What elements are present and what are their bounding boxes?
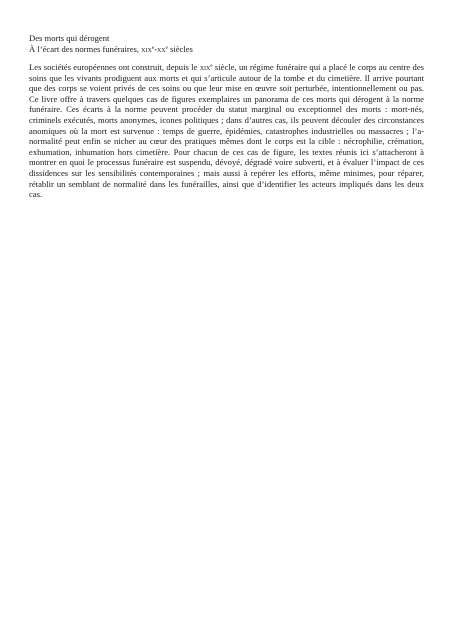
subtitle-prefix: À l’écart des normes funéraires, xyxy=(29,44,142,54)
paragraph-part-1: Les sociétés européennes ont construit, depuis le xyxy=(29,62,200,72)
century-end-sup: e xyxy=(165,46,168,51)
century-start-sup: e xyxy=(151,46,155,51)
century-end: xx xyxy=(156,44,166,54)
century-separator: - xyxy=(154,44,157,54)
summary-paragraph xyxy=(29,62,424,200)
paragraph-century: xix xyxy=(199,62,211,72)
document-header xyxy=(29,33,424,55)
subtitle-suffix: siècles xyxy=(167,44,193,54)
century-start: xix xyxy=(141,44,152,54)
document-subtitle xyxy=(29,44,424,55)
document-title: Des morts qui dérogent xyxy=(29,33,110,43)
paragraph-century-sup: e xyxy=(210,64,213,69)
paragraph-part-2: siècle, un régime funéraire qui a placé le corps au centre des soins que les vivants prodiguent aux morts et qui s’articule autour de la tombe et du cimetière. Il arrive pourtant que des corps se voient privés de ces soins ou que leur mise en œuvre soit perturbée, intentionnellement ou pas. Ce livre offre à travers quelques cas de figures exemplaires un panorama de ces morts qui dérogent à la norme funéraire. Ces écarts à la norme peuvent procéder du statut marginal ou exceptionnel des morts : mort-nés, criminels exécutés, morts anonymes, icones politiques ; dans d’autres cas, ils peuvent découler des circonstances anomiques où la mort est survenue : temps de guerre, épidémies, catastrophes industrielles ou massacres ; l’a-normalité peut enfin se nicher au cœur des pratiques mêmes dont le corps est la cible : nécrophilie, crémation, exhumation, inhumation hors cimetière. Pour chacun de ces cas de figure, les textes réunis ici s’attacheront à montrer en quoi le processus funéraire est suspendu, dévoyé, dégradé voire subverti, et à évaluer l’impact de ces dissidences sur les sensibilités contemporaines ; mais aussi à repérer les efforts, même minimes, pour réparer, rétablir un semblant de normalité dans les funérailles, ainsi que d’identifier les acteurs impliqués dans les deux cas. xyxy=(29,62,424,200)
